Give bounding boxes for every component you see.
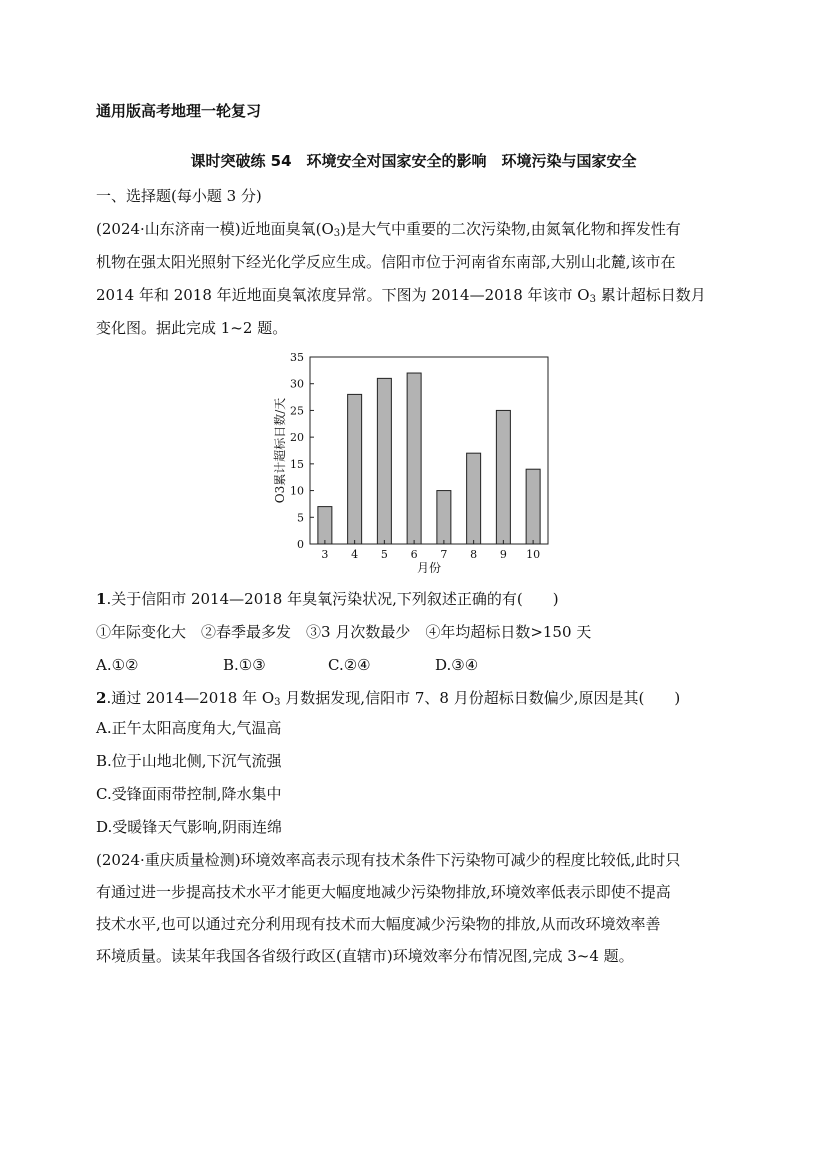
passage1-line1-post: )是大气中重要的二次污染物,由氮氧化物和挥发性有 (340, 220, 681, 238)
passage1-line3 (96, 285, 706, 310)
passage2-line4: 环境质量。读某年我国各省级行政区(直辖市)环境效率分布情况图,完成 3~4 题。 (96, 947, 634, 965)
book-title: 通用版高考地理一轮复习 (96, 102, 262, 120)
y-tick-label: 30 (290, 377, 304, 391)
bar-month-6 (407, 373, 421, 544)
bar-month-7 (437, 491, 451, 544)
y-tick-label: 10 (290, 484, 304, 498)
q1-stem-text: .关于信阳市 2014—2018 年臭氧污染状况,下列叙述正确的有( ) (106, 590, 559, 608)
q1-options (96, 655, 478, 675)
passage1-line3-post: 累计超标日数月 (595, 286, 706, 304)
x-tick-label: 4 (351, 548, 359, 561)
bar-month-3 (318, 507, 332, 544)
bar-month-4 (348, 394, 362, 544)
q2-option-a[interactable]: A.正午太阳高度角大,气温高 (96, 719, 282, 737)
bar-month-9 (496, 410, 510, 544)
passage2-line1: (2024·重庆质量检测)环境效率高表示现有技术条件下污染物可减少的程度比较低,此时只 (96, 851, 681, 869)
q1-items: ①年际变化大 ②春季最多发 ③3 月次数最少 ④年均超标日数>150 天 (96, 623, 592, 641)
ozone-bar-chart (270, 350, 560, 580)
q1-stem (96, 589, 559, 609)
bar-month-5 (377, 378, 391, 544)
passage1-line1-sub: 3 (333, 228, 341, 239)
x-tick-label: 3 (321, 548, 329, 561)
bar-month-8 (467, 453, 481, 544)
q2-stem (96, 688, 680, 713)
x-tick-label: 9 (499, 548, 507, 561)
passage1-line1 (96, 219, 681, 244)
passage2-line2: 有通过进一步提高技术水平才能更大幅度地减少污染物排放,环境效率低表示即使不提高 (96, 883, 671, 901)
x-tick-label: 5 (380, 548, 388, 561)
chart-y-label: O3累计超标日数/天 (273, 397, 287, 504)
y-tick-label: 20 (290, 431, 304, 445)
lesson-title: 课时突破练 54 环境安全对国家安全的影响 环境污染与国家安全 (190, 152, 637, 170)
x-tick-label: 7 (440, 548, 448, 561)
passage1-line2: 机物在强太阳光照射下经光化学反应生成。信阳市位于河南省东南部,大别山北麓,该市在 (96, 253, 676, 271)
y-tick-label: 25 (290, 404, 304, 418)
q2-stem-pre: .通过 2014—2018 年 O (106, 689, 275, 707)
passage2-line3: 技术水平,也可以通过充分利用现有技术而大幅度减少污染物的排放,从而改环境效率善 (96, 915, 661, 933)
q2-stem-sub: 3 (274, 697, 281, 708)
x-tick-label: 10 (526, 548, 541, 561)
x-tick-label: 6 (410, 548, 418, 561)
passage1-line1-pre: (2024·山东济南一模)近地面臭氧(O (96, 220, 334, 238)
chart-frame (310, 357, 548, 544)
q1-option-b[interactable]: B.①③ (223, 656, 266, 674)
chart-bars (318, 373, 540, 544)
y-tick-label: 15 (290, 457, 304, 471)
q2-option-c[interactable]: C.受锋面雨带控制,降水集中 (96, 785, 282, 803)
q2-option-b[interactable]: B.位于山地北侧,下沉气流强 (96, 752, 282, 770)
q1-number: 1 (96, 590, 107, 608)
q1-option-a[interactable]: A.①② (96, 656, 139, 674)
chart-axes (310, 357, 548, 544)
q1-option-c[interactable]: C.②④ (328, 656, 371, 674)
q2-number: 2 (96, 689, 107, 707)
y-tick-label: 35 (290, 351, 304, 364)
q2-option-d[interactable]: D.受暖锋天气影响,阴雨连绵 (96, 818, 283, 836)
x-tick-label: 8 (470, 548, 478, 561)
passage1-line3-sub: 3 (589, 294, 596, 305)
q1-option-d[interactable]: D.③④ (435, 656, 479, 674)
chart-x-label: 月份 (416, 561, 442, 575)
q2-stem-post: 月数据发现,信阳市 7、8 月份超标日数偏少,原因是其( ) (280, 689, 681, 707)
passage1-line3-pre: 2014 年和 2018 年近地面臭氧浓度异常。下图为 2014—2018 年该市 O (96, 286, 590, 304)
y-tick-label: 5 (297, 511, 304, 525)
passage1-line4: 变化图。据此完成 1~2 题。 (96, 319, 288, 337)
y-tick-label: 0 (297, 538, 304, 551)
section-heading: 一、选择题(每小题 3 分) (96, 187, 262, 205)
bar-month-10 (526, 469, 540, 544)
